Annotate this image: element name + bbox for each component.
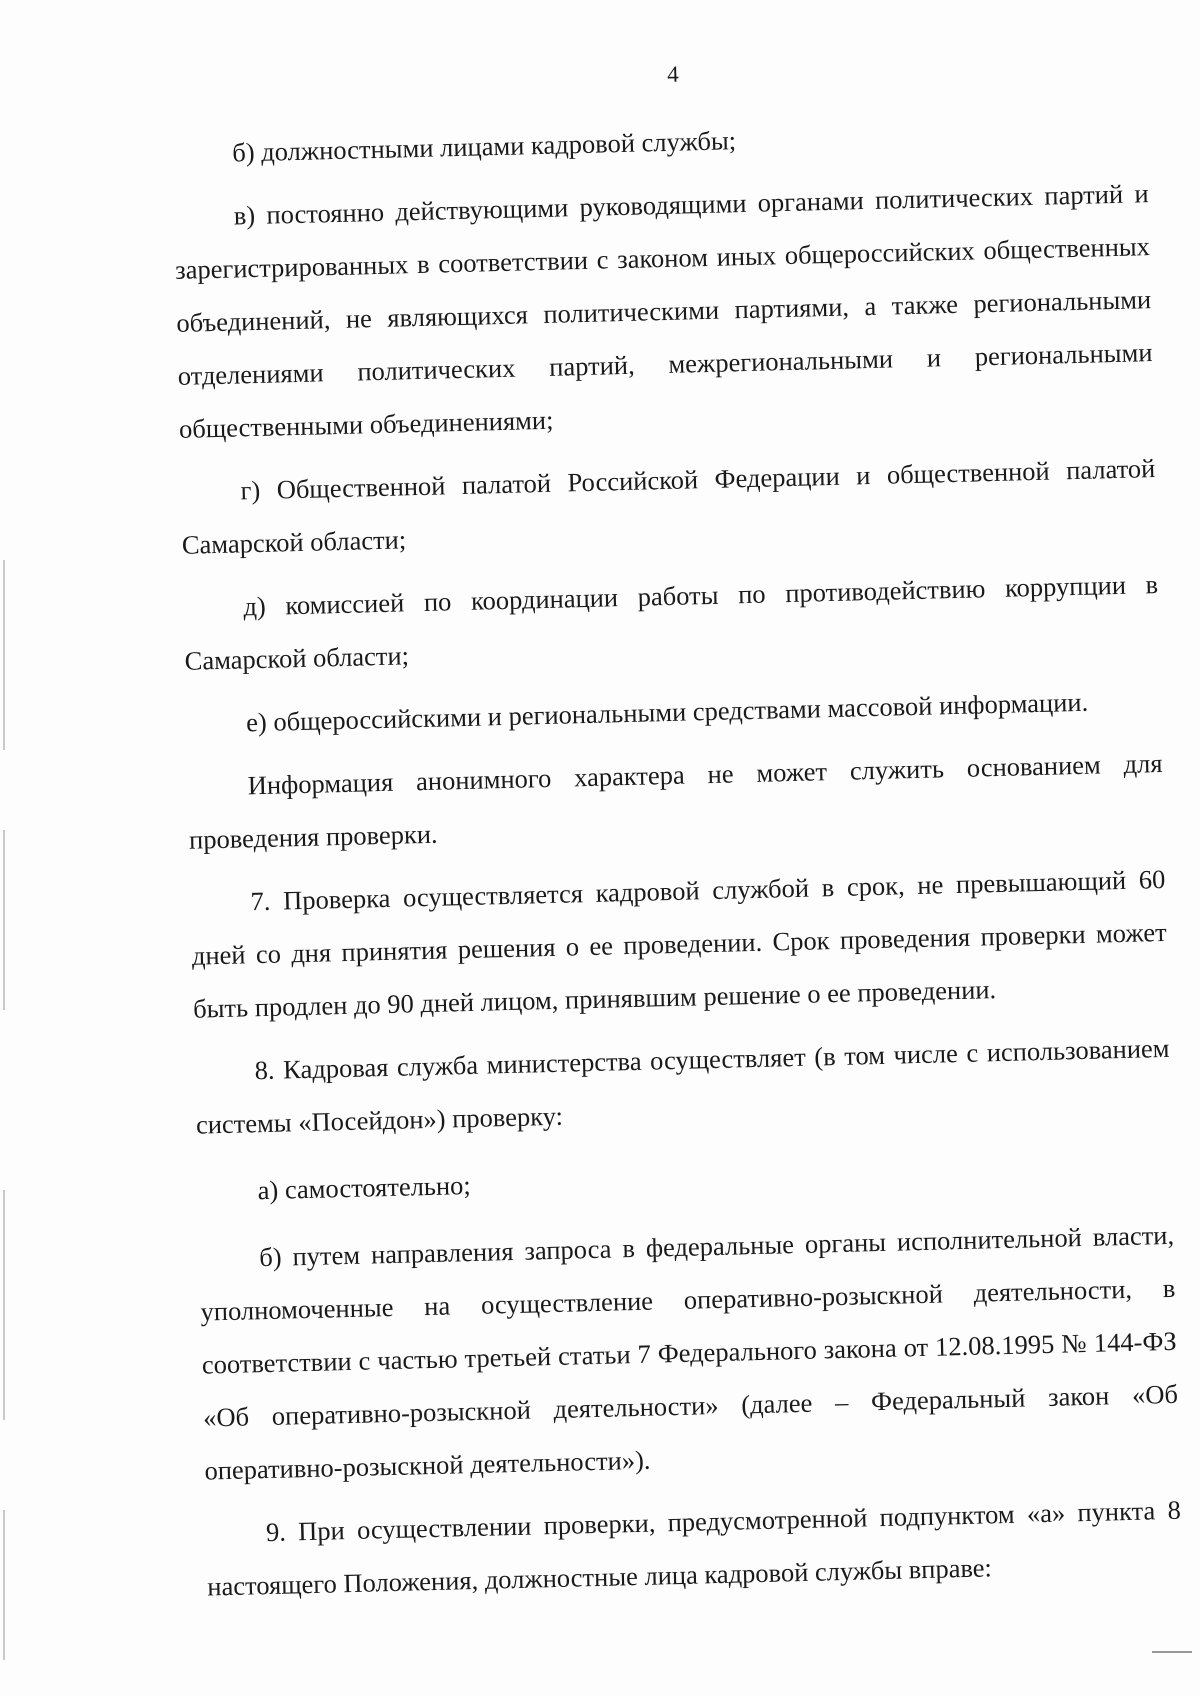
scan-edge-mark <box>3 830 5 1010</box>
paragraph-7-check-term: 7. Проверка осуществляется кадровой службой в срок, не превышающий 60 дней со дня принятия решения о ее проведении. Срок проведения проверки может быть продлен до 90 дней лицом, принявшим решение о ее проведении. <box>191 863 1167 1024</box>
paragraph-8-hr-service-check: 8. Кадровая служба министерства осуществляет (в том числе с использованием системы «Посейдон») проверку: <box>195 1032 1170 1140</box>
paragraph-v-political-parties: в) постоянно действующими руководящими органами политических партий и зарегистрированных в соответствии с законом иных общероссийских общественных объединений, не являющихся политическими партиями, а также региональными отделениями политических партий, межрегиональными и региональными общественными объединениями; <box>174 178 1153 444</box>
paragraph-b-request-federal-bodies: б) путем направления запроса в федеральные органы исполнительной власти, уполномоченные на осуществление оперативно-розыскной деятельности, в соответствии с частью третьей статьи 7 Федерального закона от 12.08.1995 № 144-ФЗ «Об оперативно-розыскной деятельности» (далее – Федеральный закон «Об оперативно-розыскной деятельности»). <box>200 1219 1179 1486</box>
scan-edge-mark <box>3 1510 5 1660</box>
paragraph-a-independently: а) самостоятельно; <box>257 1169 472 1206</box>
paragraph-d-anticorruption-commission: д) комиссией по координации работы по противодействию коррупции в Самарской области; <box>184 569 1159 676</box>
scan-corner-mark <box>1152 1651 1192 1653</box>
scan-edge-mark <box>3 1190 5 1420</box>
page-number: 4 <box>666 61 680 87</box>
paragraph-anonymous-info: Информация анонимного характера не может служить основанием для проведения проверки. <box>188 747 1163 855</box>
scan-edge-mark <box>3 560 5 750</box>
paragraph-g-public-chamber: г) Общественной палатой Российской Федерации и общественной палатой Самарской области; <box>181 453 1156 560</box>
paragraph-9-hr-officials-rights: 9. При осуществлении проверки, предусмотренной подпунктом «а» пункта 8 настоящего Положения, должностные лица кадровой службы вправе: <box>206 1494 1182 1602</box>
document-body <box>170 36 1183 1623</box>
paragraph-e-mass-media: е) общероссийскими и региональными средствами массовой информации. <box>245 686 1089 738</box>
paragraph-b-officials: б) должностными лицами кадровой службы; <box>231 125 737 168</box>
